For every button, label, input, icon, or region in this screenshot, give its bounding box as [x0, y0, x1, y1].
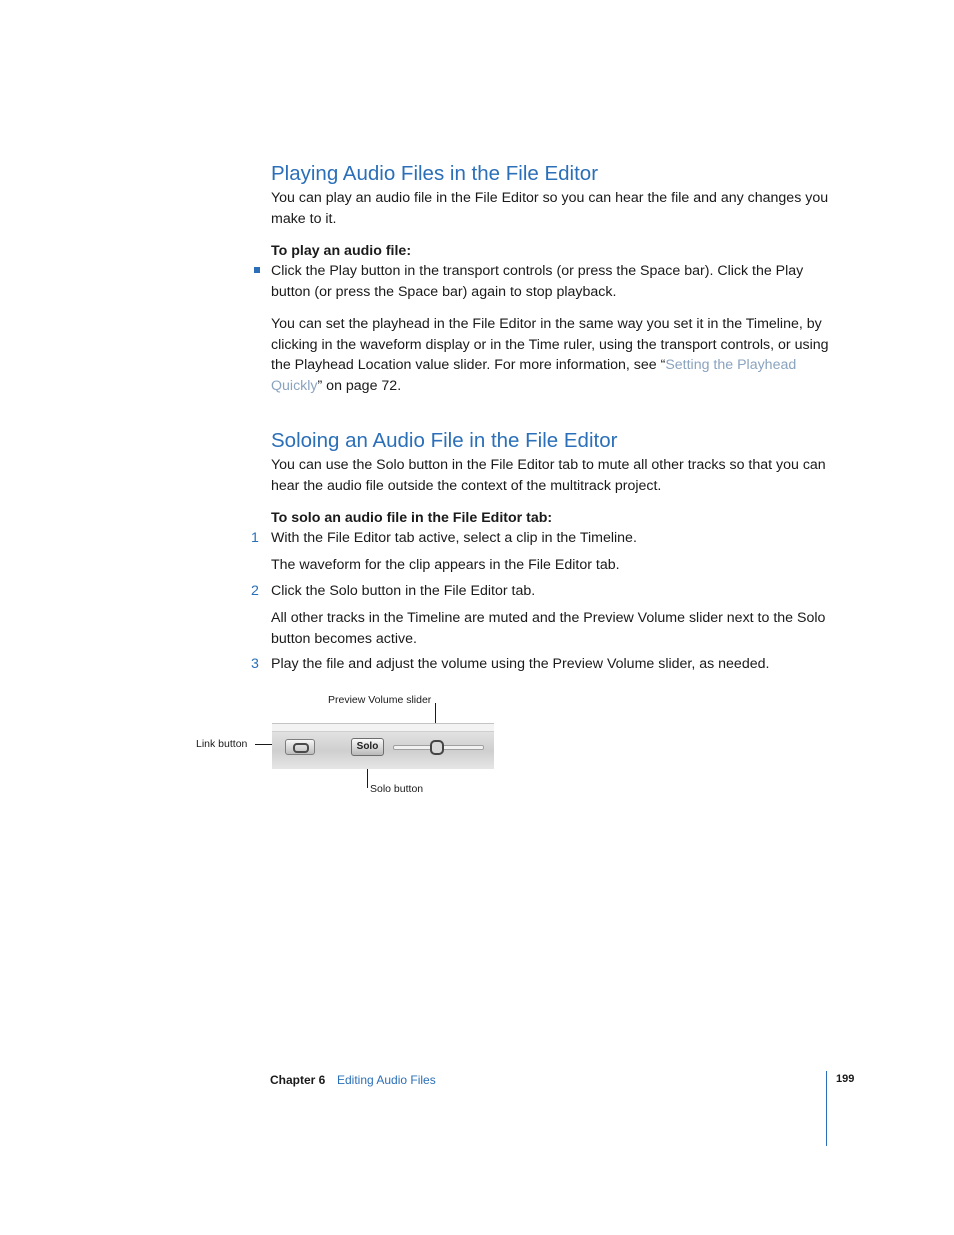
- step-text-2: Click the Solo button in the File Editor tab.: [271, 583, 536, 599]
- page-number: 199: [836, 1073, 855, 1085]
- file-editor-toolbar: [272, 723, 494, 769]
- bullet-marker: [254, 267, 260, 273]
- section-intro-playing: You can play an audio file in the File Editor so you can hear the file and any changes you make to it.: [271, 190, 829, 227]
- link-button[interactable]: [285, 739, 315, 755]
- step-text-1: With the File Editor tab active, select a clip in the Timeline.: [271, 530, 637, 546]
- callout-solo: Solo button: [370, 783, 424, 795]
- step-number-2: 2: [251, 583, 259, 599]
- toolbar-top-edge: [272, 724, 494, 732]
- footer-chapter: Chapter 6: [270, 1073, 326, 1087]
- section-heading-soloing: Soloing an Audio File in the File Editor: [271, 429, 618, 452]
- step-number-1: 1: [251, 530, 259, 546]
- bullet-text-play: Click the Play button in the transport controls (or press the Space bar). Click the Play button (or press the Space bar) again to stop playback.: [271, 263, 804, 300]
- step-note-2: All other tracks in the Timeline are muted and the Preview Volume slider next to the Solo button becomes active.: [271, 610, 826, 647]
- callout-preview-volume: Preview Volume slider: [328, 694, 432, 706]
- footer-chapter-title: Editing Audio Files: [337, 1073, 436, 1087]
- playhead-text-after: ” on page 72.: [317, 377, 402, 394]
- task-lead-solo: To solo an audio file in the File Editor tab:: [271, 510, 553, 526]
- callout-link: Link button: [196, 738, 248, 750]
- section-heading-playing: Playing Audio Files in the File Editor: [271, 162, 599, 185]
- preview-volume-slider-knob[interactable]: [430, 740, 444, 755]
- step-note-1: The waveform for the clip appears in the File Editor tab.: [271, 557, 620, 573]
- link-icon: [293, 743, 309, 753]
- playhead-text-before: You can set the playhead in the File Editor in the same way you set it in the Timeline, by clicking in the waveform display or in the Time ruler, using the transport controls, or using the Playhead Location value slider. For more information, see “: [271, 316, 829, 373]
- playhead-paragraph: [271, 314, 831, 396]
- footer-divider: [826, 1071, 827, 1146]
- step-number-3: 3: [251, 656, 259, 672]
- step-text-3: Play the file and adjust the volume using the Preview Volume slider, as needed.: [271, 656, 770, 672]
- solo-button[interactable]: Solo: [351, 738, 384, 756]
- task-lead-play: To play an audio file:: [271, 243, 412, 259]
- section-intro-soloing: You can use the Solo button in the File Editor tab to mute all other tracks so that you can hear the audio file outside the context of the multitrack project.: [271, 457, 826, 494]
- cross-reference-link[interactable]: Setting the Playhead Quickly: [271, 357, 797, 394]
